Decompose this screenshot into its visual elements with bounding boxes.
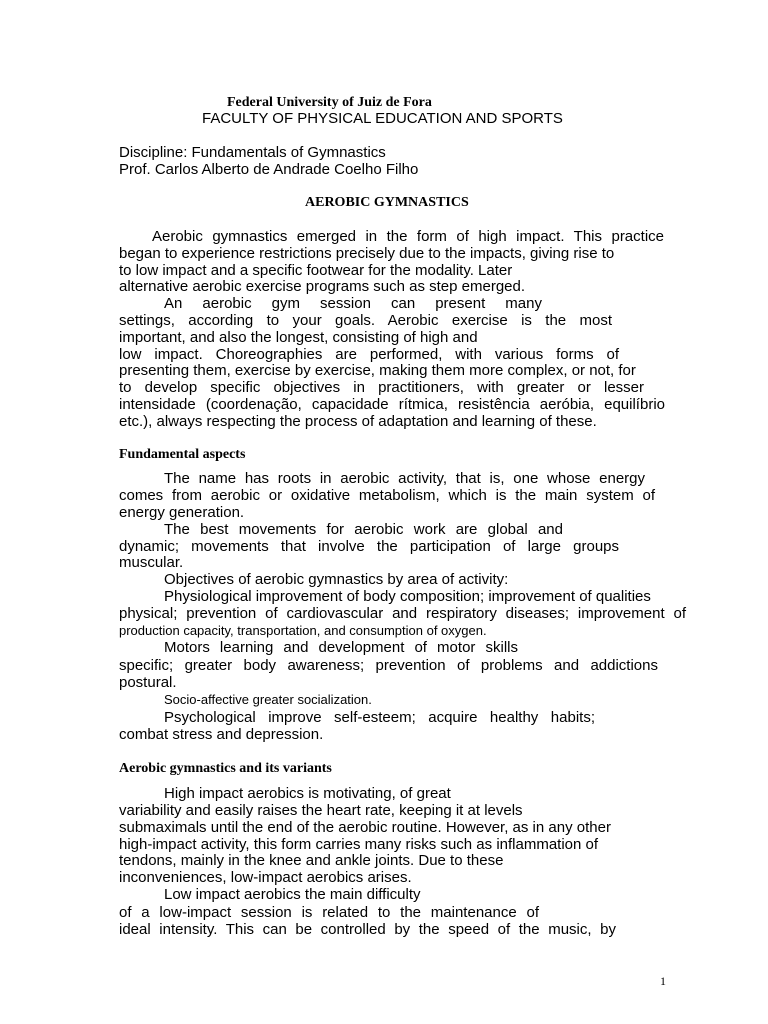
section-line: inconveniences, low-impact aerobics arises. — [119, 869, 412, 886]
intro-line: presenting them, exercise by exercise, making them more complex, or not, for — [119, 362, 636, 379]
section-line: Socio-affective greater socialization. — [164, 692, 372, 707]
intro-line: important, and also the longest, consisting of high and — [119, 329, 478, 346]
section-line: tendons, mainly in the knee and ankle joints. Due to these — [119, 852, 504, 869]
section-line: The name has roots in aerobic activity, that is, one whose energy — [164, 470, 645, 487]
intro-line: low impact. Choreographies are performed, with various forms of — [119, 346, 619, 363]
section-line: physical; prevention of cardiovascular and respiratory diseases; improvement of — [119, 605, 686, 622]
section-line: specific; greater body awareness; prevention of problems and addictions — [119, 657, 658, 674]
faculty-name: FACULTY OF PHYSICAL EDUCATION AND SPORTS — [202, 110, 563, 127]
discipline-line: Discipline: Fundamentals of Gymnastics — [119, 144, 386, 161]
intro-line: to develop specific objectives in practitioners, with greater or lesser — [119, 379, 644, 396]
section-line: production capacity, transportation, and consumption of oxygen. — [119, 623, 487, 638]
section-line: High impact aerobics is motivating, of great — [164, 785, 451, 802]
section-heading: Fundamental aspects — [119, 447, 246, 462]
section-line: Motors learning and development of motor skills — [164, 639, 518, 656]
section-line: high-impact activity, this form carries many risks such as inflammation of — [119, 836, 599, 853]
section-line: energy generation. — [119, 504, 245, 521]
document-title: AEROBIC GYMNASTICS — [305, 195, 469, 210]
section-line: of a low-impact session is related to the maintenance of — [119, 904, 539, 921]
intro-line: to low impact and a specific footwear for the modality. Later — [119, 262, 513, 279]
section-heading: Aerobic gymnastics and its variants — [119, 761, 332, 776]
section-line: muscular. — [119, 554, 184, 571]
intro-line: An aerobic gym session can present many — [164, 295, 542, 312]
intro-line: intensidade (coordenação, capacidade rítmica, resistência aeróbia, equilíbrio — [119, 396, 665, 413]
intro-line: Aerobic gymnastics emerged in the form of high impact. This practice — [152, 228, 664, 245]
section-line: dynamic; movements that involve the participation of large groups — [119, 538, 619, 555]
section-line: variability and easily raises the heart rate, keeping it at levels — [119, 802, 523, 819]
intro-line: began to experience restrictions precisely due to the impacts, giving rise to — [119, 245, 615, 262]
section-line: postural. — [119, 674, 177, 691]
page-number: 1 — [660, 974, 666, 988]
intro-line: alternative aerobic exercise programs such as step emerged. — [119, 278, 526, 295]
section-line: combat stress and depression. — [119, 726, 324, 743]
section-line: Psychological improve self-esteem; acquire healthy habits; — [164, 709, 595, 726]
section-line: comes from aerobic or oxidative metabolism, which is the main system of — [119, 487, 655, 504]
section-line: The best movements for aerobic work are global and — [164, 521, 563, 538]
section-line: Low impact aerobics the main difficulty — [164, 886, 421, 903]
university-name: Federal University of Juiz de Fora — [227, 95, 432, 110]
section-line: submaximals until the end of the aerobic routine. However, as in any other — [119, 819, 611, 836]
professor-line: Prof. Carlos Alberto de Andrade Coelho Filho — [119, 161, 419, 178]
intro-line: etc.), always respecting the process of adaptation and learning of these. — [119, 413, 597, 430]
section-line: ideal intensity. This can be controlled by the speed of the music, by — [119, 921, 616, 938]
section-line: Objectives of aerobic gymnastics by area of activity: — [164, 571, 509, 588]
section-line: Physiological improvement of body composition; improvement of qualities — [164, 588, 651, 605]
intro-line: settings, according to your goals. Aerobic exercise is the most — [119, 312, 612, 329]
